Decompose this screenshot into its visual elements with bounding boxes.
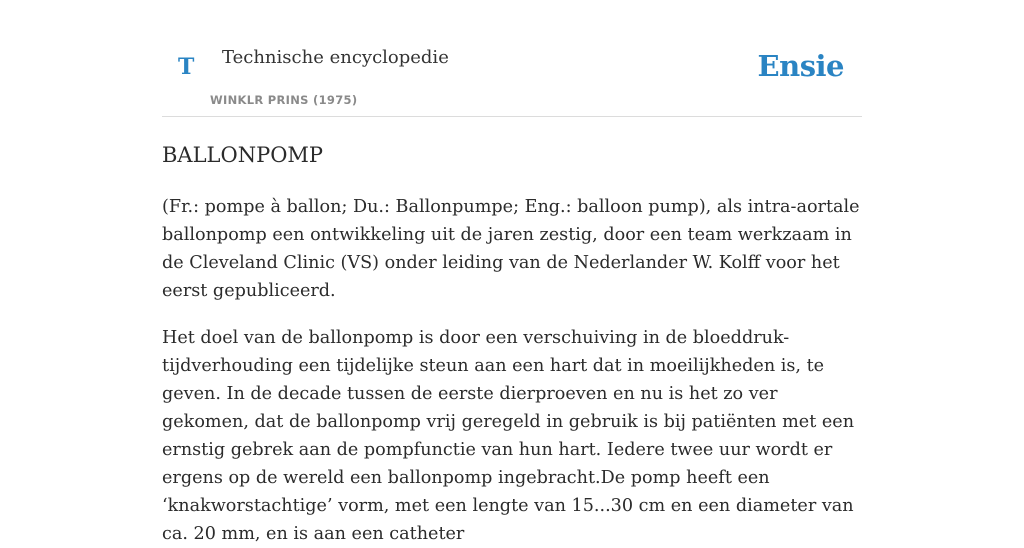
article-title: BALLONPOMP <box>162 143 324 167</box>
article-body <box>162 193 862 548</box>
source-title-link[interactable]: Technische encyclopedie <box>222 47 449 68</box>
page-header <box>162 0 862 117</box>
source-logo-icon[interactable]: T <box>178 54 195 80</box>
article <box>162 138 862 548</box>
brand-logo[interactable]: Ensie <box>757 49 844 83</box>
source-subtitle: WINKLR PRINS (1975) <box>210 93 358 107</box>
article-paragraph: (Fr.: pompe à ballon; Du.: Ballonpumpe; Eng.: balloon pump), als intra-aortale ballonpomp een ontwikkeling uit de jaren zestig, door een team werkzaam in de Cleveland Clinic (VS) onder leiding van de Nederlander W. Kolff voor het eerst gepubliceerd. <box>162 197 860 301</box>
article-paragraph: Het doel van de ballonpomp is door een verschuiving in de bloeddruk-tijdverhouding een tijdelijke steun aan een hart dat in moeilijkheden is, te geven. In de decade tussen de eerste dierproeven en nu is het zo ver gekomen, dat de ballonpomp vrij geregeld in gebruik is bij patiënten met een ernstig gebrek aan de pompfunctie van hun hart. Iedere twee uur wordt er ergens op de wereld een ballonpomp ingebracht.De pomp heeft een ‘knakworstachtige’ vorm, met een lengte van 15...30 cm en een diameter van ca. 20 mm, en is aan een catheter <box>162 328 855 544</box>
